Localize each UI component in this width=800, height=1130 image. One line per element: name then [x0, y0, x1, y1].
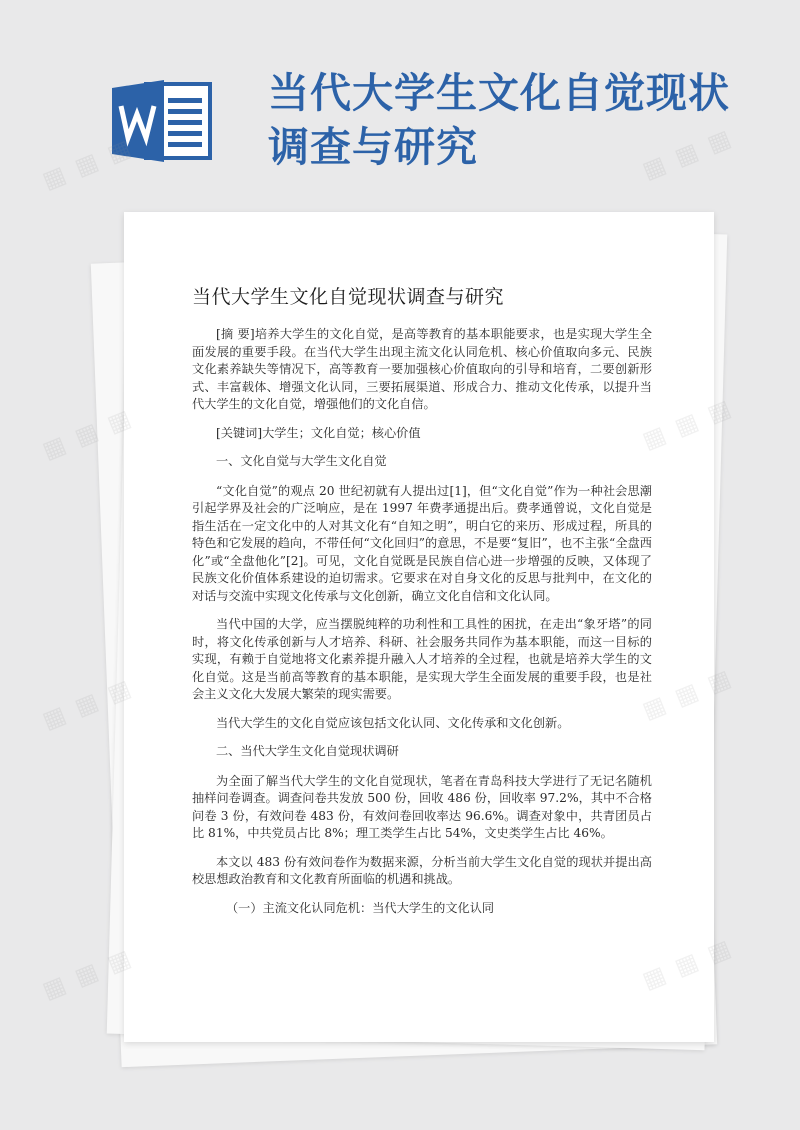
- word-document-icon: [112, 78, 214, 164]
- watermark-mark: ▦: [703, 663, 737, 699]
- banner-title: 当代大学生文化自觉现状调查与研究: [268, 69, 730, 171]
- body-paragraph: “文化自觉”的观点 20 世纪初就有人提出过[1]，但“文化自觉”作为一种社会思潮引起学界及社会的广泛响应，是在 1997 年费孝通提出后。费孝通曾说，文化自觉是指生活在一定文化中的人对其文化有“自知之明”，明白它的来历、形成过程，所具的特色和它发展的趋向，不带任何“文化回归”的意思，不是要“复旧”，也不主张“全盘西化”或“全盘他化”[2]。可见，文化自觉既是民族自信心进一步增强的反映，又体现了民族文化价值体系建设的迫切需求。它要求在对自身文化的反思与批判中，在文化的对话与交流中实现文化传承与文化创新，确立文化自信和文化认同。: [192, 483, 652, 603]
- watermark-mark: ▦ ▦ ▦: [38, 133, 137, 195]
- abstract-paragraph: [摘 要]培养大学生的文化自觉，是高等教育的基本职能要求，也是实现大学生全面发展的重要手段。在当代大学生出现主流文化认同危机、核心价值取向多元、民族文化素养缺失等情况下，高等教育一要加强核心价值取向的引导和培育，二要创新形式、丰富载体、增强文化认同，三要拓展渠道、形成合力、推动文化传承，以提升当代大学生的文化自觉，增强他们的文化自信。: [192, 327, 652, 411]
- body-paragraph: 为全面了解当代大学生的文化自觉现状，笔者在青岛科技大学进行了无记名随机抽样问卷调查。调查问卷共发放 500 份，回收 486 份，回收率 97.2%，其中不合格问卷 3 份，有效问卷 483 份，有效问卷回收率达 96.6%。调查对象中，共青团员占比 81%，中共党员占比 8%；理工类学生占比 54%，文史类学生占比 46%。: [192, 773, 652, 840]
- subsection-heading: （一）主流文化认同危机：当代大学生的文化认同: [226, 900, 495, 915]
- document-page: [124, 212, 714, 1042]
- section-heading: 二、当代大学生文化自觉现状调研: [216, 744, 399, 758]
- document-title: 当代大学生文化自觉现状调查与研究: [192, 286, 505, 308]
- document-body: [192, 326, 652, 928]
- watermark-mark: ▦ ▦ ▦: [38, 403, 137, 465]
- watermark-mark: ▦ ▦ ▦: [38, 943, 137, 1005]
- body-paragraph: 当代大学生的文化自觉应该包括文化认同、文化传承和文化创新。: [216, 715, 570, 730]
- keywords-paragraph: [关键词]大学生；文化自觉；核心价值: [216, 425, 421, 440]
- watermark-mark: ▦ ▦ ▦: [38, 673, 137, 735]
- section-heading: 一、文化自觉与大学生文化自觉: [216, 454, 387, 468]
- watermark-mark: ▦: [703, 933, 737, 969]
- body-paragraph: 本文以 483 份有效问卷作为数据来源，分析当前大学生文化自觉的现状并提出高校思想政治教育和文化教育所面临的机遇和挑战。: [192, 854, 652, 886]
- watermark-mark: ▦ ▦ ▦: [638, 123, 737, 185]
- body-paragraph: 当代中国的大学，应当摆脱纯粹的功利性和工具性的困扰，在走出“象牙塔”的同时，将文化传承创新与人才培养、科研、社会服务共同作为基本职能，而这一目标的实现，有赖于自觉地将文化素养提升融入人才培养的全过程，也就是培养大学生的文化自觉。这是当前高等教育的基本职能，是实现大学生全面发展的重要手段，也是社会主义文化大发展大繁荣的现实需要。: [192, 617, 652, 701]
